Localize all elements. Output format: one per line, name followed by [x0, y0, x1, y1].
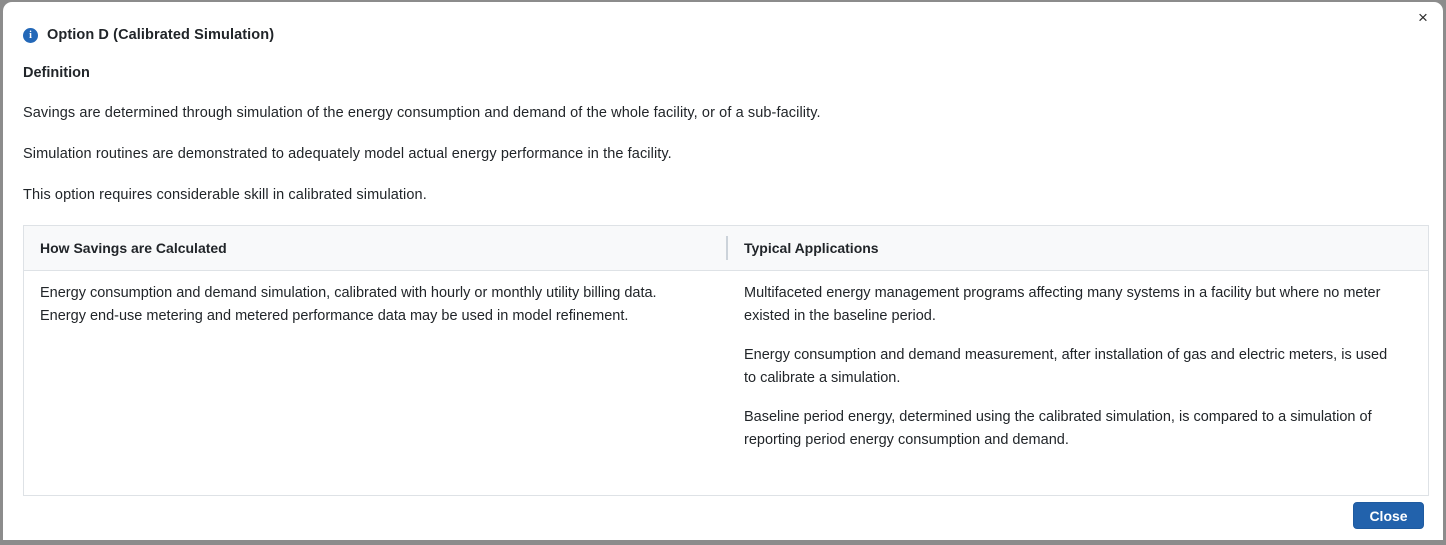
close-icon[interactable]: ×: [1418, 8, 1428, 27]
modal-content: [3, 2, 1443, 496]
table-header-row: [24, 226, 1428, 270]
definition-paragraph: Simulation routines are demonstrated to adequately model actual energy performance in the facility.: [23, 146, 672, 162]
cell-text-line: Energy end-use metering and metered performance data may be used in model refinement.: [40, 308, 629, 324]
modal-dialog: [3, 2, 1443, 540]
cell-typical-applications: [726, 271, 1428, 495]
cell-paragraph: Multifaceted energy management programs affecting many systems in a facility but where no meter existed in the baseline period.: [744, 285, 1381, 324]
modal-footer: [1353, 502, 1424, 529]
definition-heading: Definition: [23, 65, 90, 81]
close-button[interactable]: Close: [1353, 502, 1424, 529]
column-header-typical-applications: Typical Applications: [726, 226, 1428, 270]
cell-paragraph: Baseline period energy, determined using the calibrated simulation, is compared to a simulation of reporting period energy consumption and demand.: [744, 409, 1372, 448]
column-header-how-savings: How Savings are Calculated: [40, 240, 227, 256]
modal-title: Option D (Calibrated Simulation): [47, 27, 275, 43]
table-row: [24, 270, 1428, 495]
modal-header: [23, 27, 1423, 43]
cell-text-line: Energy consumption and demand simulation, calibrated with hourly or monthly utility billing data.: [40, 285, 657, 301]
option-details-table: [23, 225, 1429, 496]
definition-paragraph: This option requires considerable skill in calibrated simulation.: [23, 187, 427, 203]
cell-paragraph: Energy consumption and demand measurement, after installation of gas and electric meters, is used to calibrate a simulation.: [744, 347, 1388, 386]
info-icon: i: [23, 28, 38, 43]
definition-paragraph: Savings are determined through simulation of the energy consumption and demand of the whole facility, or of a sub-facility.: [23, 105, 821, 121]
cell-how-savings: [24, 271, 726, 495]
